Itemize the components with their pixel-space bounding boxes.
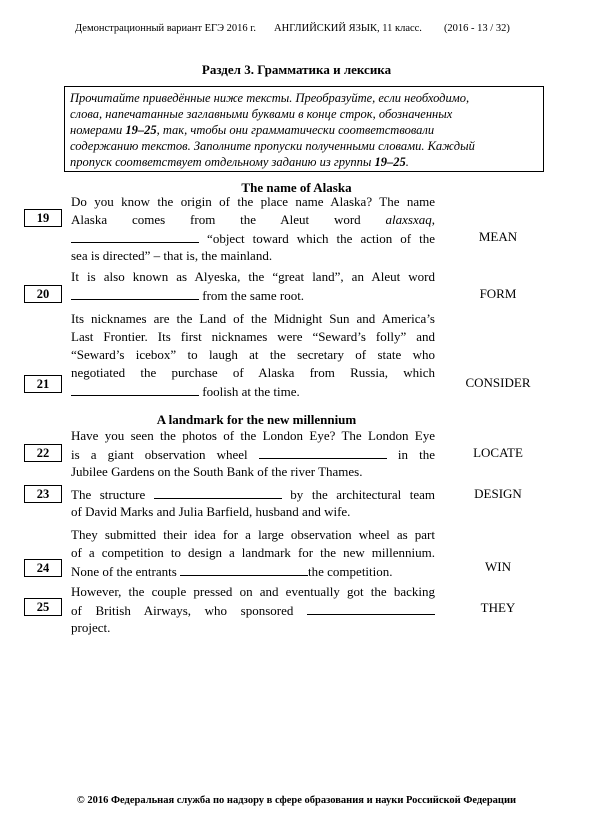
instr-line: Прочитайте приведённые ниже тексты. Преобразуйте, если необходимо, [70, 91, 470, 105]
answer-blank-23[interactable] [154, 485, 282, 499]
section-title: Раздел 3. Грамматика и лексика [201, 62, 392, 77]
item-20-text: It is also known as Alyeska, the “great land”, an Aleut word from the same root. [71, 269, 435, 303]
header-subject: АНГЛИЙСКИЙ ЯЗЫК, 11 класс. [274, 23, 422, 34]
keyword-19: MEAN [478, 229, 518, 244]
keyword-24: WIN [485, 559, 511, 574]
item-21-text: Its nicknames are the Land of the Midnight Sun and America’s Last Frontier. Its first nicknames were “Seward’s folly” and “Seward’s icebox” to laugh at the secretary of state who negotiated the purchase of Alaska from Russia, which foolish at the time. [71, 311, 435, 399]
answer-blank-25[interactable] [307, 601, 435, 615]
keyword-25: THEY [480, 600, 516, 615]
item-19-text: Do you know the origin of the place name Alaska? The name Alaska comes from the Aleut word alaxsxaq, “object toward which the action of the sea is directed” – that is, the mainland. [71, 194, 436, 263]
answer-blank-19[interactable] [71, 229, 199, 243]
item-23-text: The structure by the architectural team of David Marks and Julia Barfield, husband and wife. [71, 487, 435, 519]
instr-line: пропуск соответствует отдельному заданию из группы 19–25. [70, 155, 409, 169]
text2-title: A landmark for the new millennium [156, 412, 357, 427]
item-number-19: 19 [24, 209, 62, 227]
answer-blank-20[interactable] [71, 286, 199, 300]
keyword-21: CONSIDER [465, 375, 531, 390]
item-number-25: 25 [24, 598, 62, 616]
item-24-text: They submitted their idea for a large observation wheel as part of a competition to design a landmark for the new millennium. None of the entrants the competition. [71, 527, 435, 579]
text1-title: The name of Alaska [241, 180, 352, 195]
keyword-22: LOCATE [473, 445, 523, 460]
item-number-20: 20 [24, 285, 62, 303]
instr-line: номерами 19–25, так, чтобы они грамматически соответствовали [70, 123, 435, 137]
page-footer: © 2016 Федеральная служба по надзору в сфере образования и науки Российской Федерации [76, 795, 517, 806]
page-header [75, 23, 510, 34]
item-number-21: 21 [24, 375, 62, 393]
answer-blank-24[interactable] [180, 562, 308, 576]
keyword-20: FORM [479, 286, 517, 301]
item-22-text: Have you seen the photos of the London Eye? The London Eye is a giant observation wheel in the Jubilee Gardens on the South Bank of the river Thames. [71, 428, 435, 479]
item-number-23: 23 [24, 485, 62, 503]
item-25-text: However, the couple pressed on and eventually got the backing of British Airways, who sponsored project. [71, 584, 435, 635]
instr-line: слова, напечатанные заглавными буквами в конце строк, обозначенных [70, 107, 453, 121]
keyword-23: DESIGN [474, 486, 522, 501]
instructions-box [64, 86, 544, 172]
header-page-number: (2016 - 13 / 32) [443, 23, 510, 34]
answer-blank-21[interactable] [71, 382, 199, 396]
instr-line: содержанию текстов. Заполните пропуски полученными словами. Каждый [70, 139, 475, 153]
item-number-24: 24 [24, 559, 62, 577]
answer-blank-22[interactable] [259, 445, 387, 459]
item-number-22: 22 [24, 444, 62, 462]
header-doc-title: Демонстрационный вариант ЕГЭ 2016 г. [75, 23, 257, 34]
